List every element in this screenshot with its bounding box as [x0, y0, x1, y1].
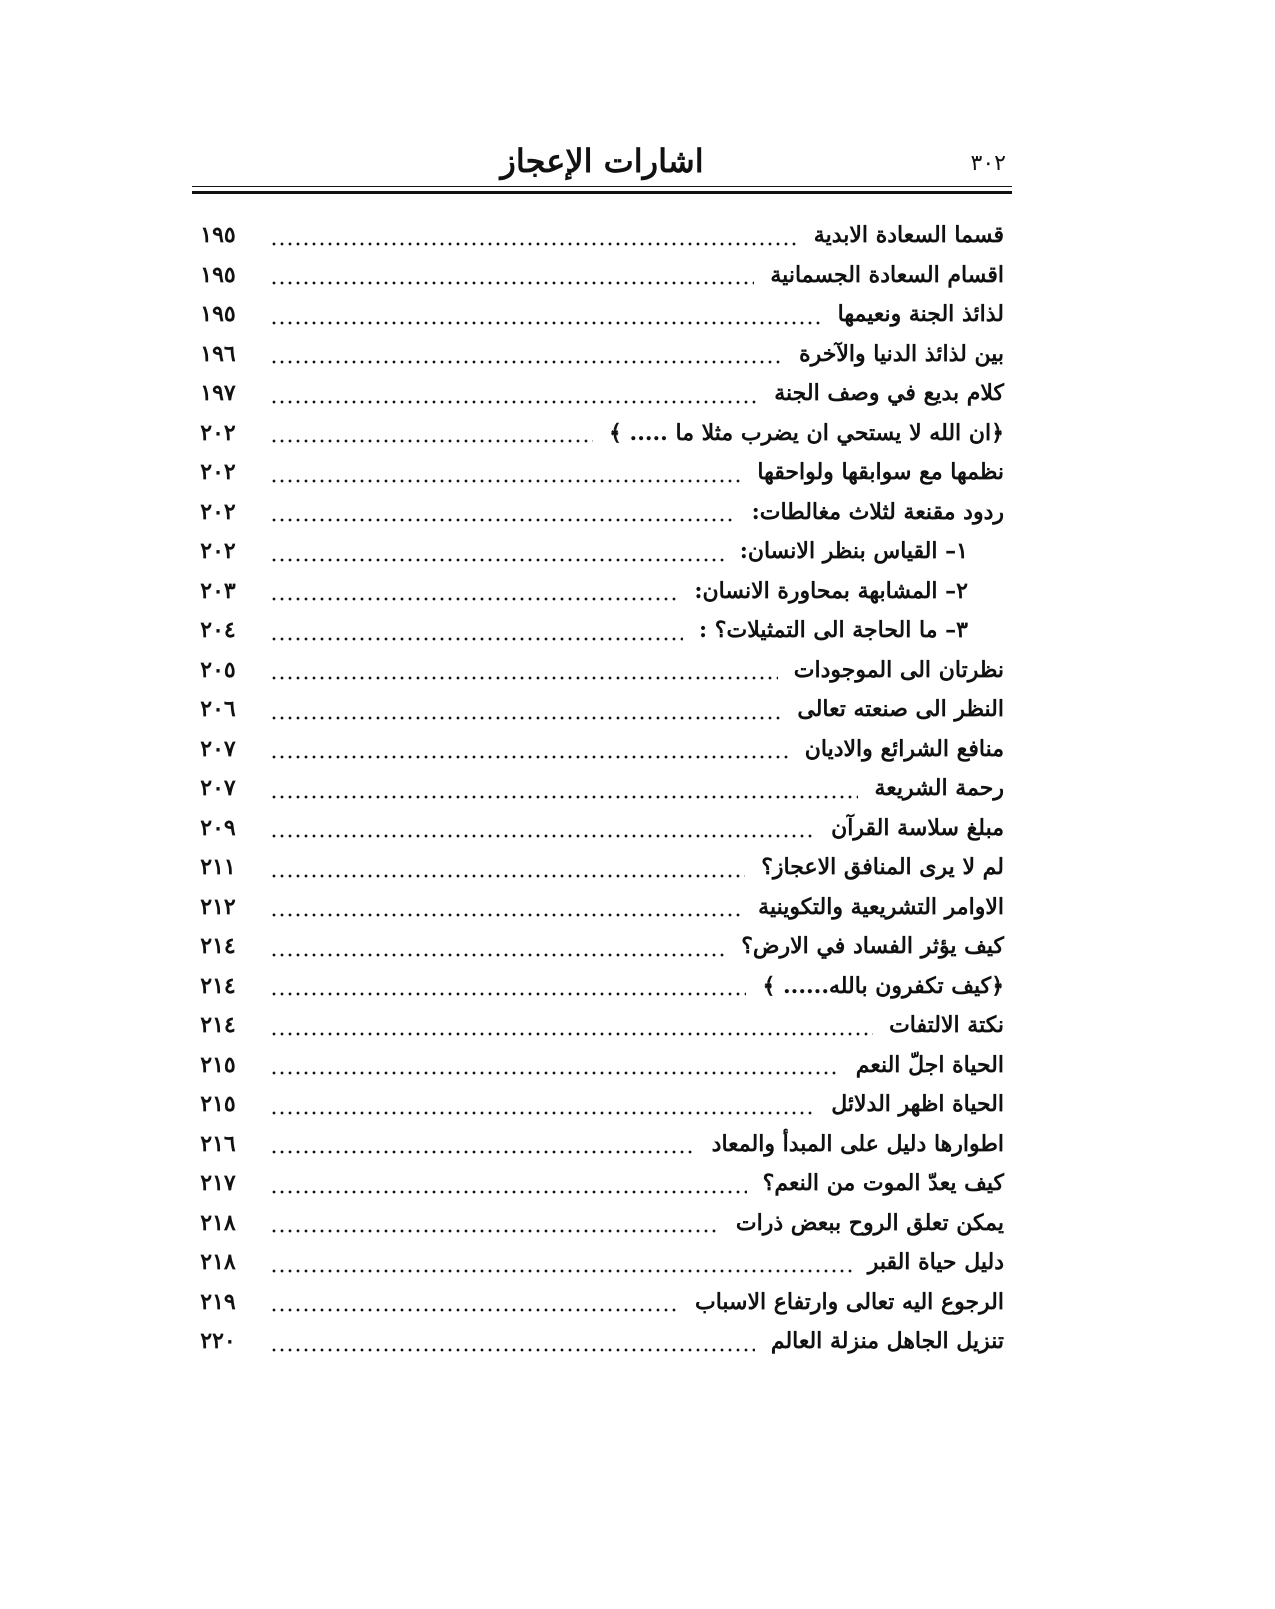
dot-leader	[270, 1150, 696, 1154]
toc-entry-title: الرجوع اليه تعالى وارتفاع الاسباب	[695, 1288, 1004, 1315]
toc-entry-page: ١٩٦	[200, 340, 236, 367]
toc-entry-page: ٢١٥	[200, 1091, 236, 1117]
toc-entry	[192, 1204, 1004, 1244]
toc-entry-page: ٢١٨	[200, 1249, 236, 1275]
table-of-contents	[192, 216, 1004, 1362]
toc-entry-page: ٢٠٢	[200, 538, 236, 564]
toc-entry	[192, 848, 1004, 888]
toc-entry-title: كيف يعدّ الموت من النعم؟	[762, 1170, 1004, 1196]
dot-leader	[270, 1190, 747, 1194]
dot-leader	[270, 400, 758, 404]
toc-entry	[192, 690, 1004, 730]
toc-entry-title: مبلغ سلاسة القرآن	[831, 814, 1004, 841]
dot-leader	[270, 281, 754, 285]
toc-entry-page: ٢١٧	[200, 1170, 236, 1196]
toc-entry	[192, 1283, 1004, 1323]
toc-entry-page: ٢١٢	[200, 893, 236, 920]
toc-entry	[192, 295, 1004, 335]
dot-leader	[270, 1111, 815, 1115]
toc-entry-title: الحياة اظهر الدلائل	[831, 1091, 1004, 1117]
toc-entry	[192, 769, 1004, 809]
toc-entry-title: ٣– ما الحاجة الى التمثيلات؟ :	[699, 617, 968, 643]
dot-leader	[270, 518, 736, 522]
toc-entry	[192, 809, 1004, 849]
toc-entry	[192, 1125, 1004, 1165]
toc-entry	[192, 967, 1004, 1007]
toc-entry-page: ١٩٥	[200, 301, 236, 327]
toc-entry-title: لم لا يرى المنافق الاعجاز؟	[761, 854, 1004, 880]
toc-entry-title: رحمة الشريعة	[874, 775, 1004, 801]
dot-leader	[270, 1229, 720, 1233]
toc-entry-page: ٢٠٥	[200, 656, 236, 683]
toc-entry	[192, 572, 1004, 612]
toc-entry-title: نظرتان الى الموجودات	[793, 656, 1004, 683]
dot-leader	[270, 834, 815, 838]
toc-entry	[192, 1243, 1004, 1283]
toc-entry-page: ١٩٥	[200, 222, 236, 248]
toc-entry-title: اطوارها دليل على المبدأ والمعاد	[711, 1130, 1004, 1157]
toc-entry-title: لذائذ الجنة ونعيمها	[837, 301, 1004, 327]
dot-leader	[270, 321, 822, 325]
toc-entry-page: ٢٠٧	[200, 735, 236, 762]
toc-entry-page: ٢١٩	[200, 1288, 236, 1315]
toc-entry-page: ٢٠٩	[200, 814, 236, 841]
toc-entry-page: ١٩٧	[200, 380, 236, 406]
toc-entry	[192, 1046, 1004, 1086]
dot-leader	[270, 360, 783, 364]
toc-entry-title: اقسام السعادة الجسمانية	[770, 261, 1004, 288]
toc-entry-title: ١– القياس بنظر الانسان:	[739, 538, 968, 564]
dot-leader	[270, 755, 789, 759]
toc-entry	[192, 414, 1004, 454]
toc-entry	[192, 730, 1004, 770]
page-number: ٣٠٢	[970, 151, 1006, 176]
toc-entry-page: ٢١٥	[200, 1051, 236, 1078]
toc-entry-title: دليل حياة القبر	[867, 1249, 1004, 1275]
dot-leader	[270, 716, 781, 720]
dot-leader	[270, 992, 746, 996]
toc-entry	[192, 532, 1004, 572]
toc-entry-page: ٢٠٦	[200, 696, 236, 722]
dot-leader	[270, 913, 742, 917]
toc-entry-page: ٢١٤	[200, 972, 236, 999]
toc-entry	[192, 374, 1004, 414]
dot-leader	[270, 479, 741, 483]
toc-entry-page: ٢٠٣	[200, 577, 236, 604]
dot-leader	[270, 874, 745, 878]
toc-entry-page: ٢٠٤	[200, 617, 236, 643]
toc-entry-title: ردود مقنعة لثلاث مغالطات:	[751, 498, 1004, 525]
toc-entry-title: كلام بديع في وصف الجنة	[774, 380, 1004, 406]
dot-leader	[270, 439, 593, 443]
toc-entry-page: ٢١٤	[200, 1012, 236, 1038]
toc-entry-title: الحياة اجلّ النعم	[855, 1051, 1004, 1078]
toc-entry-title: بين لذائذ الدنيا والآخرة	[799, 340, 1004, 367]
toc-entry-page: ٢٠٧	[200, 775, 236, 801]
toc-entry-title: النظر الى صنعته تعالى	[797, 696, 1004, 722]
header-rule-thin	[192, 186, 1012, 187]
dot-leader	[270, 676, 778, 680]
toc-entry	[192, 453, 1004, 493]
dot-leader	[270, 242, 798, 246]
dot-leader	[270, 1071, 840, 1075]
dot-leader	[270, 1269, 852, 1273]
toc-entry	[192, 1164, 1004, 1204]
toc-entry	[192, 1085, 1004, 1125]
toc-entry-page: ٢٢٠	[200, 1328, 236, 1354]
toc-entry	[192, 927, 1004, 967]
toc-entry-title: نكتة الالتفات	[889, 1012, 1004, 1038]
toc-entry-title: الاوامر التشريعية والتكوينية	[758, 893, 1004, 920]
toc-entry	[192, 335, 1004, 375]
toc-entry-page: ٢١٦	[200, 1130, 236, 1157]
toc-entry-page: ٢٠٢	[200, 498, 236, 525]
dot-leader	[270, 637, 683, 641]
book-title: اشارات الإعجاز	[500, 142, 704, 180]
toc-entry	[192, 1322, 1004, 1362]
toc-entry	[192, 216, 1004, 256]
toc-entry	[192, 651, 1004, 691]
dot-leader	[270, 1308, 679, 1312]
dot-leader	[270, 1348, 755, 1352]
running-header	[192, 138, 1012, 184]
toc-entry-page: ٢٠٢	[200, 459, 236, 485]
toc-entry-title: ﴿كيف تكفرون بالله...... ﴾	[762, 972, 1004, 999]
toc-entry	[192, 493, 1004, 533]
toc-entry-page: ٢٠٢	[200, 419, 236, 446]
dot-leader	[270, 795, 858, 799]
dot-leader	[270, 953, 725, 957]
toc-entry-title: ﴿ان الله لا يستحي ان يضرب مثلا ما ..... ﴾	[608, 419, 1004, 446]
toc-entry-title: نظمها مع سوابقها ولواحقها	[757, 459, 1004, 485]
toc-entry-title: تنزيل الجاهل منزلة العالم	[770, 1328, 1004, 1354]
toc-entry	[192, 888, 1004, 928]
toc-entry-page: ٢١٤	[200, 933, 236, 959]
toc-entry	[192, 1006, 1004, 1046]
toc-entry	[192, 611, 1004, 651]
toc-entry-title: يمكن تعلق الروح ببعض ذرات	[735, 1209, 1004, 1236]
toc-entry-title: منافع الشرائع والاديان	[804, 735, 1004, 762]
header-rule-thick	[192, 191, 1012, 194]
toc-entry-page: ٢١١	[200, 854, 236, 880]
toc-entry-title: ٢– المشابهة بمحاورة الانسان:	[694, 577, 968, 604]
dot-leader	[270, 558, 724, 562]
toc-entry	[192, 256, 1004, 296]
dot-leader	[270, 597, 678, 601]
toc-entry-page: ٢١٨	[200, 1209, 236, 1236]
toc-entry-page: ١٩٥	[200, 261, 236, 288]
toc-entry-title: كيف يؤثر الفساد في الارض؟	[741, 933, 1004, 959]
toc-entry-title: قسما السعادة الابدية	[813, 222, 1004, 248]
dot-leader	[270, 1032, 873, 1036]
